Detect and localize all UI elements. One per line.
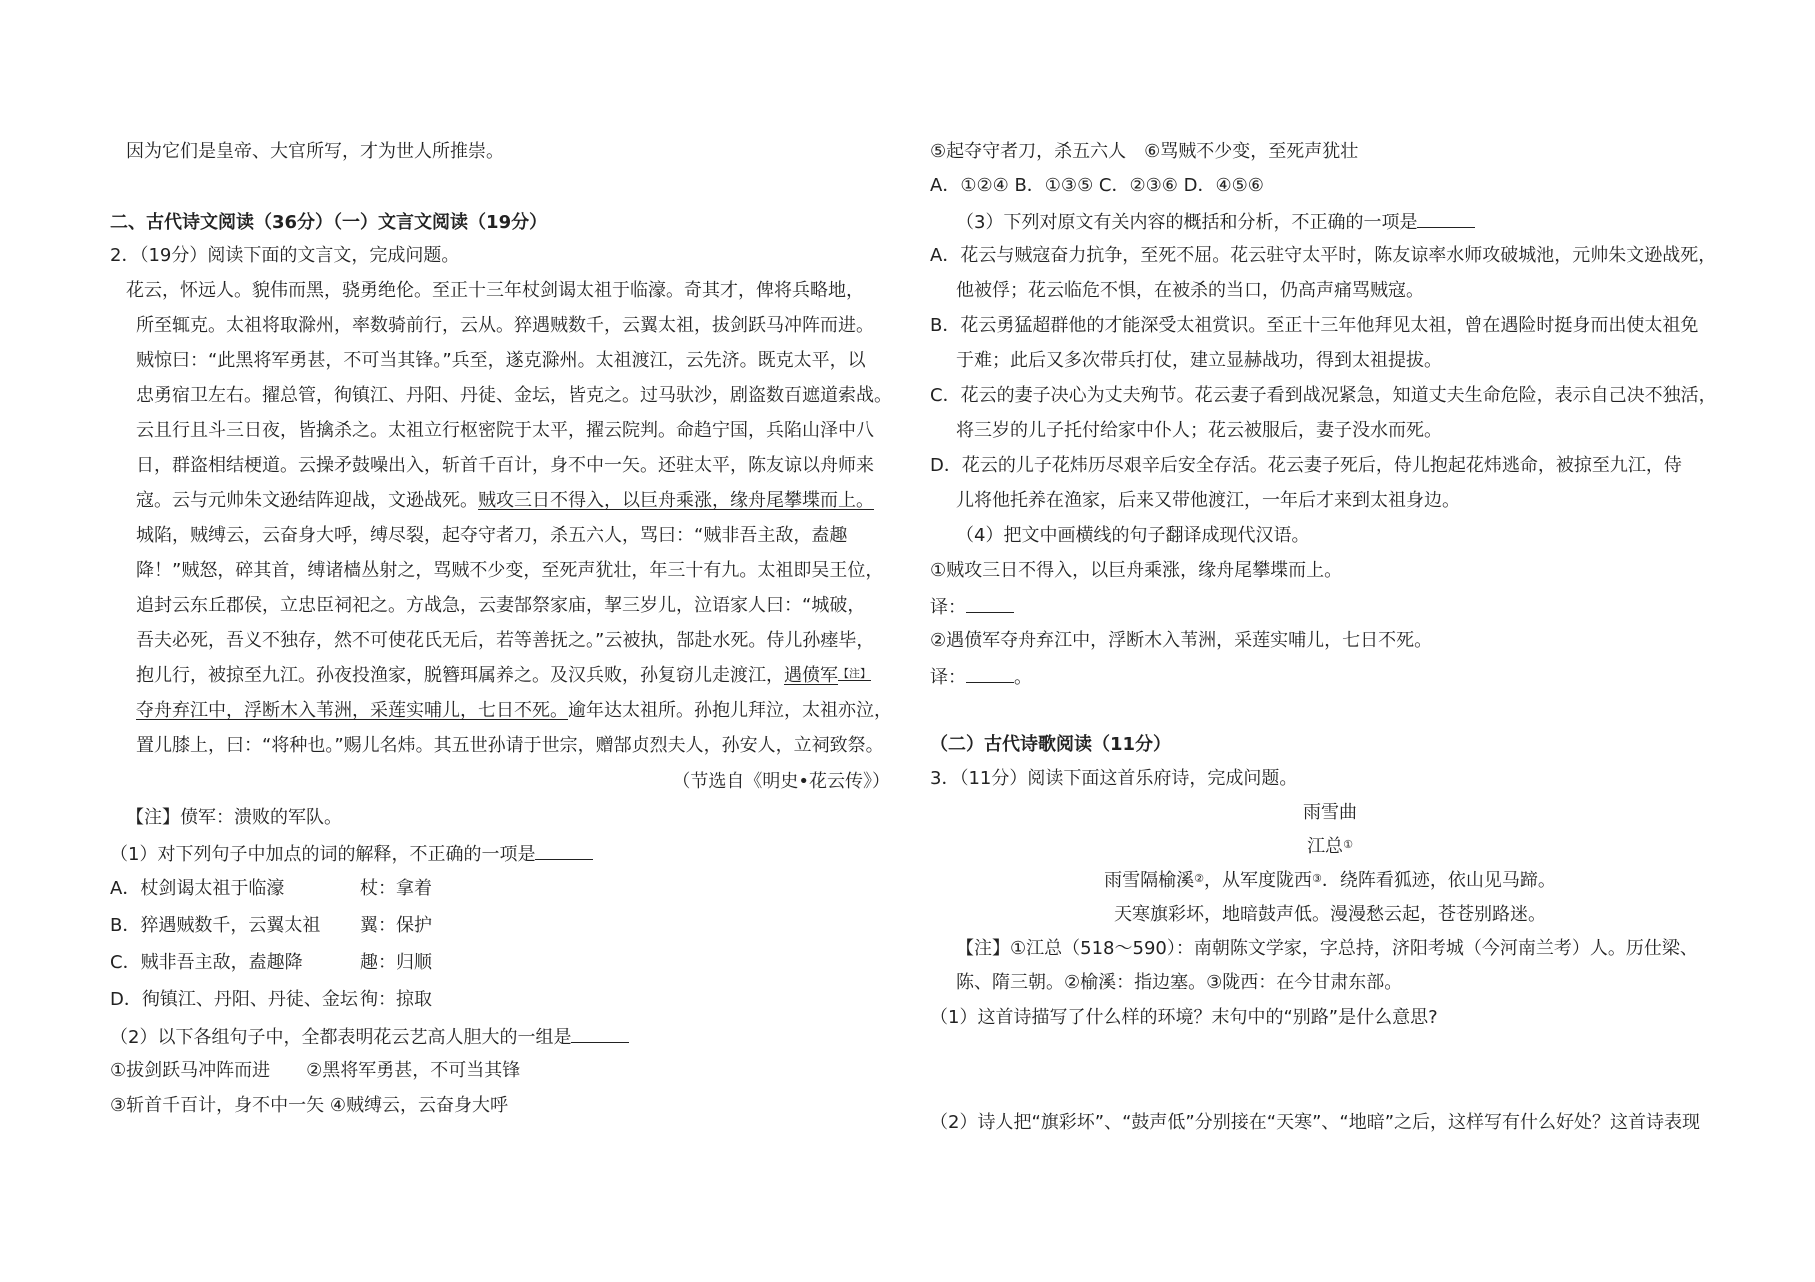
passage-text: 抱儿行，被掠至九江。孙夜投渔家，脱簪珥属养之。及汉兵败，孙复窃儿走渡江，	[136, 665, 784, 686]
option-meaning: 趣：归顺	[360, 952, 432, 973]
question-3-stem: 3．（11分）阅读下面这首乐府诗，完成问题。	[930, 768, 1298, 789]
question-2-2	[110, 1024, 629, 1050]
poem-question-2: （2）诗人把“旗彩坏”、“鼓声低”分别接在“天寒”、“地暗”之后，这样写有什么好处？这首诗表现	[930, 1112, 1701, 1133]
passage-line: 所至辄克。太祖将取滁州，率数骑前行，云从。猝遇贼数千，云翼太祖，拔剑跃马冲阵而进。	[136, 315, 874, 336]
option-a-cont: 他被俘；花云临危不惧，在被杀的当口，仍高声痛骂贼寇。	[956, 280, 1424, 301]
passage-text: 逾年达太祖所。孙抱儿拜泣，太祖亦泣，	[568, 700, 892, 721]
poem-line: 雨雪隔榆溪②，从军度陇西③．绕阵看狐迹，依山见马蹄。	[1104, 870, 1556, 891]
answer-blank[interactable]	[966, 594, 1014, 613]
option-c	[110, 951, 432, 975]
passage-line: 花云，怀远人。貌伟而黑，骁勇绝伦。至正十三年杖剑谒太祖于临濠。奇其才，俾将兵略地，	[126, 280, 864, 301]
section-2-title: （二）古代诗歌阅读（11分）	[930, 734, 1172, 755]
question-2-4: （4）把文中画横线的句子翻译成现代汉语。	[956, 525, 1310, 546]
q2-items-line: ⑤起夺守者刀，杀五六人 ⑥骂贼不少变，至死声犹壮	[930, 141, 1359, 162]
translation-label: 译：	[930, 597, 966, 618]
underlined-sentence-1: 贼攻三日不得入，以巨舟乘涨，缘舟尾攀堞而上。	[478, 490, 874, 511]
translation-sentence-1: ①贼攻三日不得入，以巨舟乘涨，缘舟尾攀堞而上。	[930, 560, 1343, 581]
passage-line: 追封云东丘郡侯，立忠臣祠祀之。方战急，云妻郜祭家庙，挈三岁儿，泣语家人曰：“城破，	[136, 595, 866, 616]
section-title: 二、古代诗文阅读（36分）（一）文言文阅读（19分）	[110, 212, 548, 233]
translation-answer-2	[930, 664, 1032, 690]
question-text: （2）以下各组句子中，全都表明花云艺高人胆大的一组是	[110, 1027, 572, 1048]
passage-line: 忠勇宿卫左右。擢总管，徇镇江、丹阳、丹徒、金坛，皆克之。过马驮沙，剧盗数百遮道索战。	[136, 385, 892, 406]
option-a: A．花云与贼寇奋力抗争，至死不屈。花云驻守太平时，陈友谅率水师攻破城池，元帅朱文逊战死，	[930, 245, 1717, 266]
q2-options: A．①②④ B．①③⑤ C．②③⑥ D．④⑤⑥	[930, 175, 1264, 196]
passage-line: 云且行且斗三日夜，皆擒杀之。太祖立行枢密院于太平，擢云院判。命趋宁国，兵陷山泽中八	[136, 420, 874, 441]
answer-blank[interactable]	[1417, 209, 1475, 228]
question-2-1	[110, 841, 593, 867]
passage-line: 降！”贼怒，碎其首，缚诸樯丛射之，骂贼不少变，至死声犹壮，年三十有九。太祖即吴王位，	[136, 560, 884, 581]
footnote-marker: ②	[1194, 872, 1204, 885]
option-label: A．杖剑谒太祖于临濠	[110, 878, 285, 899]
note-marker: 【注】	[838, 667, 871, 680]
translation-label: 译：	[930, 667, 966, 688]
option-meaning: 翼：保护	[360, 915, 432, 936]
passage-text: 寇。云与元帅朱文逊结阵迎战，文逊战死。	[136, 490, 478, 511]
answer-blank[interactable]	[571, 1024, 629, 1043]
passage-line: 贼惊曰：“此黑将军勇甚，不可当其锋。”兵至，遂克滁州。太祖渡江，云先济。既克太平，以	[136, 350, 866, 371]
intro-text: 因为它们是皇帝、大官所写，才为世人所推崇。	[126, 141, 504, 162]
poem-line: 天寒旗彩坏，地暗鼓声低。漫漫愁云起，苍苍别路迷。	[1114, 904, 1546, 925]
passage-line: 日，群盗相结梗道。云操矛鼓噪出入，斩首千百计，身不中一矢。还驻太平，陈友谅以舟师来	[136, 455, 874, 476]
passage-line: 吾夫必死，吾义不独存，然不可使花氏无后，若等善抚之。”云被执，郜赴水死。侍儿孙瘗毕，	[136, 630, 875, 651]
option-c: C．花云的妻子决心为丈夫殉节。花云妻子看到战况紧急，知道丈夫生命危险，表示自己决不独活，	[930, 385, 1717, 406]
option-a	[110, 877, 432, 901]
underlined-sentence-2b: 夺舟弃江中，浮断木入苇洲，采莲实哺儿，七日不死。	[136, 700, 568, 721]
passage-line	[136, 664, 871, 688]
option-label: C．贼非吾主敌，盍趣降	[110, 952, 303, 973]
option-b	[110, 914, 432, 938]
translation-answer-1	[930, 594, 1014, 620]
option-c-cont: 将三岁的儿子托付给家中仆人；花云被服后，妻子没水而死。	[956, 420, 1442, 441]
question-2-3	[956, 209, 1475, 235]
option-d: D．花云的儿子花炜历尽艰辛后安全存活。花云妻子死后，侍儿抱起花炜逃命，被掠至九江，侍	[930, 455, 1682, 476]
passage-source: （节选自《明史•花云传》）	[672, 771, 890, 792]
footnote-marker: ③	[1312, 872, 1322, 885]
option-meaning: 徇：掠取	[360, 989, 432, 1010]
question-text: （1）对下列句子中加点的词的解释，不正确的一项是	[110, 844, 536, 865]
annotation-note: 【注】偾军：溃败的军队。	[126, 807, 342, 828]
option-d-cont: 儿将他托养在渔家，后来又带他渡江，一年后才来到太祖身边。	[956, 490, 1460, 511]
poem-note: 【注】①江总（518～590）：南朝陈文学家，字总持，济阳考城（今河南兰考）人。历仕梁、	[956, 938, 1698, 959]
question-2-stem: 2．（19分）阅读下面的文言文，完成问题。	[110, 245, 460, 266]
translation-sentence-2: ②遇偾军夺舟弃江中，浮断木入苇洲，采莲实哺儿，七日不死。	[930, 630, 1433, 651]
option-meaning: 杖：拿着	[360, 878, 432, 899]
passage-line	[136, 699, 892, 723]
footnote-marker: ①	[1343, 838, 1353, 851]
answer-blank[interactable]	[535, 841, 593, 860]
underlined-sentence-2a: 遇偾军	[784, 665, 838, 686]
option-d	[110, 988, 432, 1012]
option-label: D．徇镇江、丹阳、丹徒、金坛	[110, 989, 358, 1010]
passage-line: 城陷，贼缚云，云奋身大呼，缚尽裂，起夺守者刀，杀五六人，骂曰：“贼非吾主敌，盍趣	[136, 525, 848, 546]
question-text: （3）下列对原文有关内容的概括和分析，不正确的一项是	[956, 212, 1418, 233]
answer-blank[interactable]	[966, 664, 1014, 683]
passage-line: 置儿膝上，曰：“将种也。”赐儿名炜。其五世孙请于世宗，赠郜贞烈夫人，孙安人，立祠致祭。	[136, 735, 884, 756]
option-label: B．猝遇贼数千，云翼太祖	[110, 915, 321, 936]
passage-line	[136, 489, 874, 513]
poem-note-cont: 陈、隋三朝。②榆溪：指边塞。③陇西：在今甘肃东部。	[956, 972, 1403, 993]
option-b-cont: 于难；此后又多次带兵打仗，建立显赫战功，得到太祖提拔。	[956, 350, 1442, 371]
q2-items-line: ③斩首千百计，身不中一矢 ④贼缚云，云奋身大呼	[110, 1095, 508, 1116]
q2-items-line: ①拔剑跃马冲阵而进 ②黑将军勇甚，不可当其锋	[110, 1060, 521, 1081]
period: 。	[1014, 667, 1032, 688]
poem-author: 江总①	[1307, 836, 1353, 857]
poem-question-1: （1）这首诗描写了什么样的环境？末句中的“别路”是什么意思?	[930, 1007, 1438, 1028]
poem-title: 雨雪曲	[1303, 802, 1357, 823]
option-b: B．花云勇猛超群他的才能深受太祖赏识。至正十三年他拜见太祖，曾在遇险时挺身而出使太祖免	[930, 315, 1699, 336]
